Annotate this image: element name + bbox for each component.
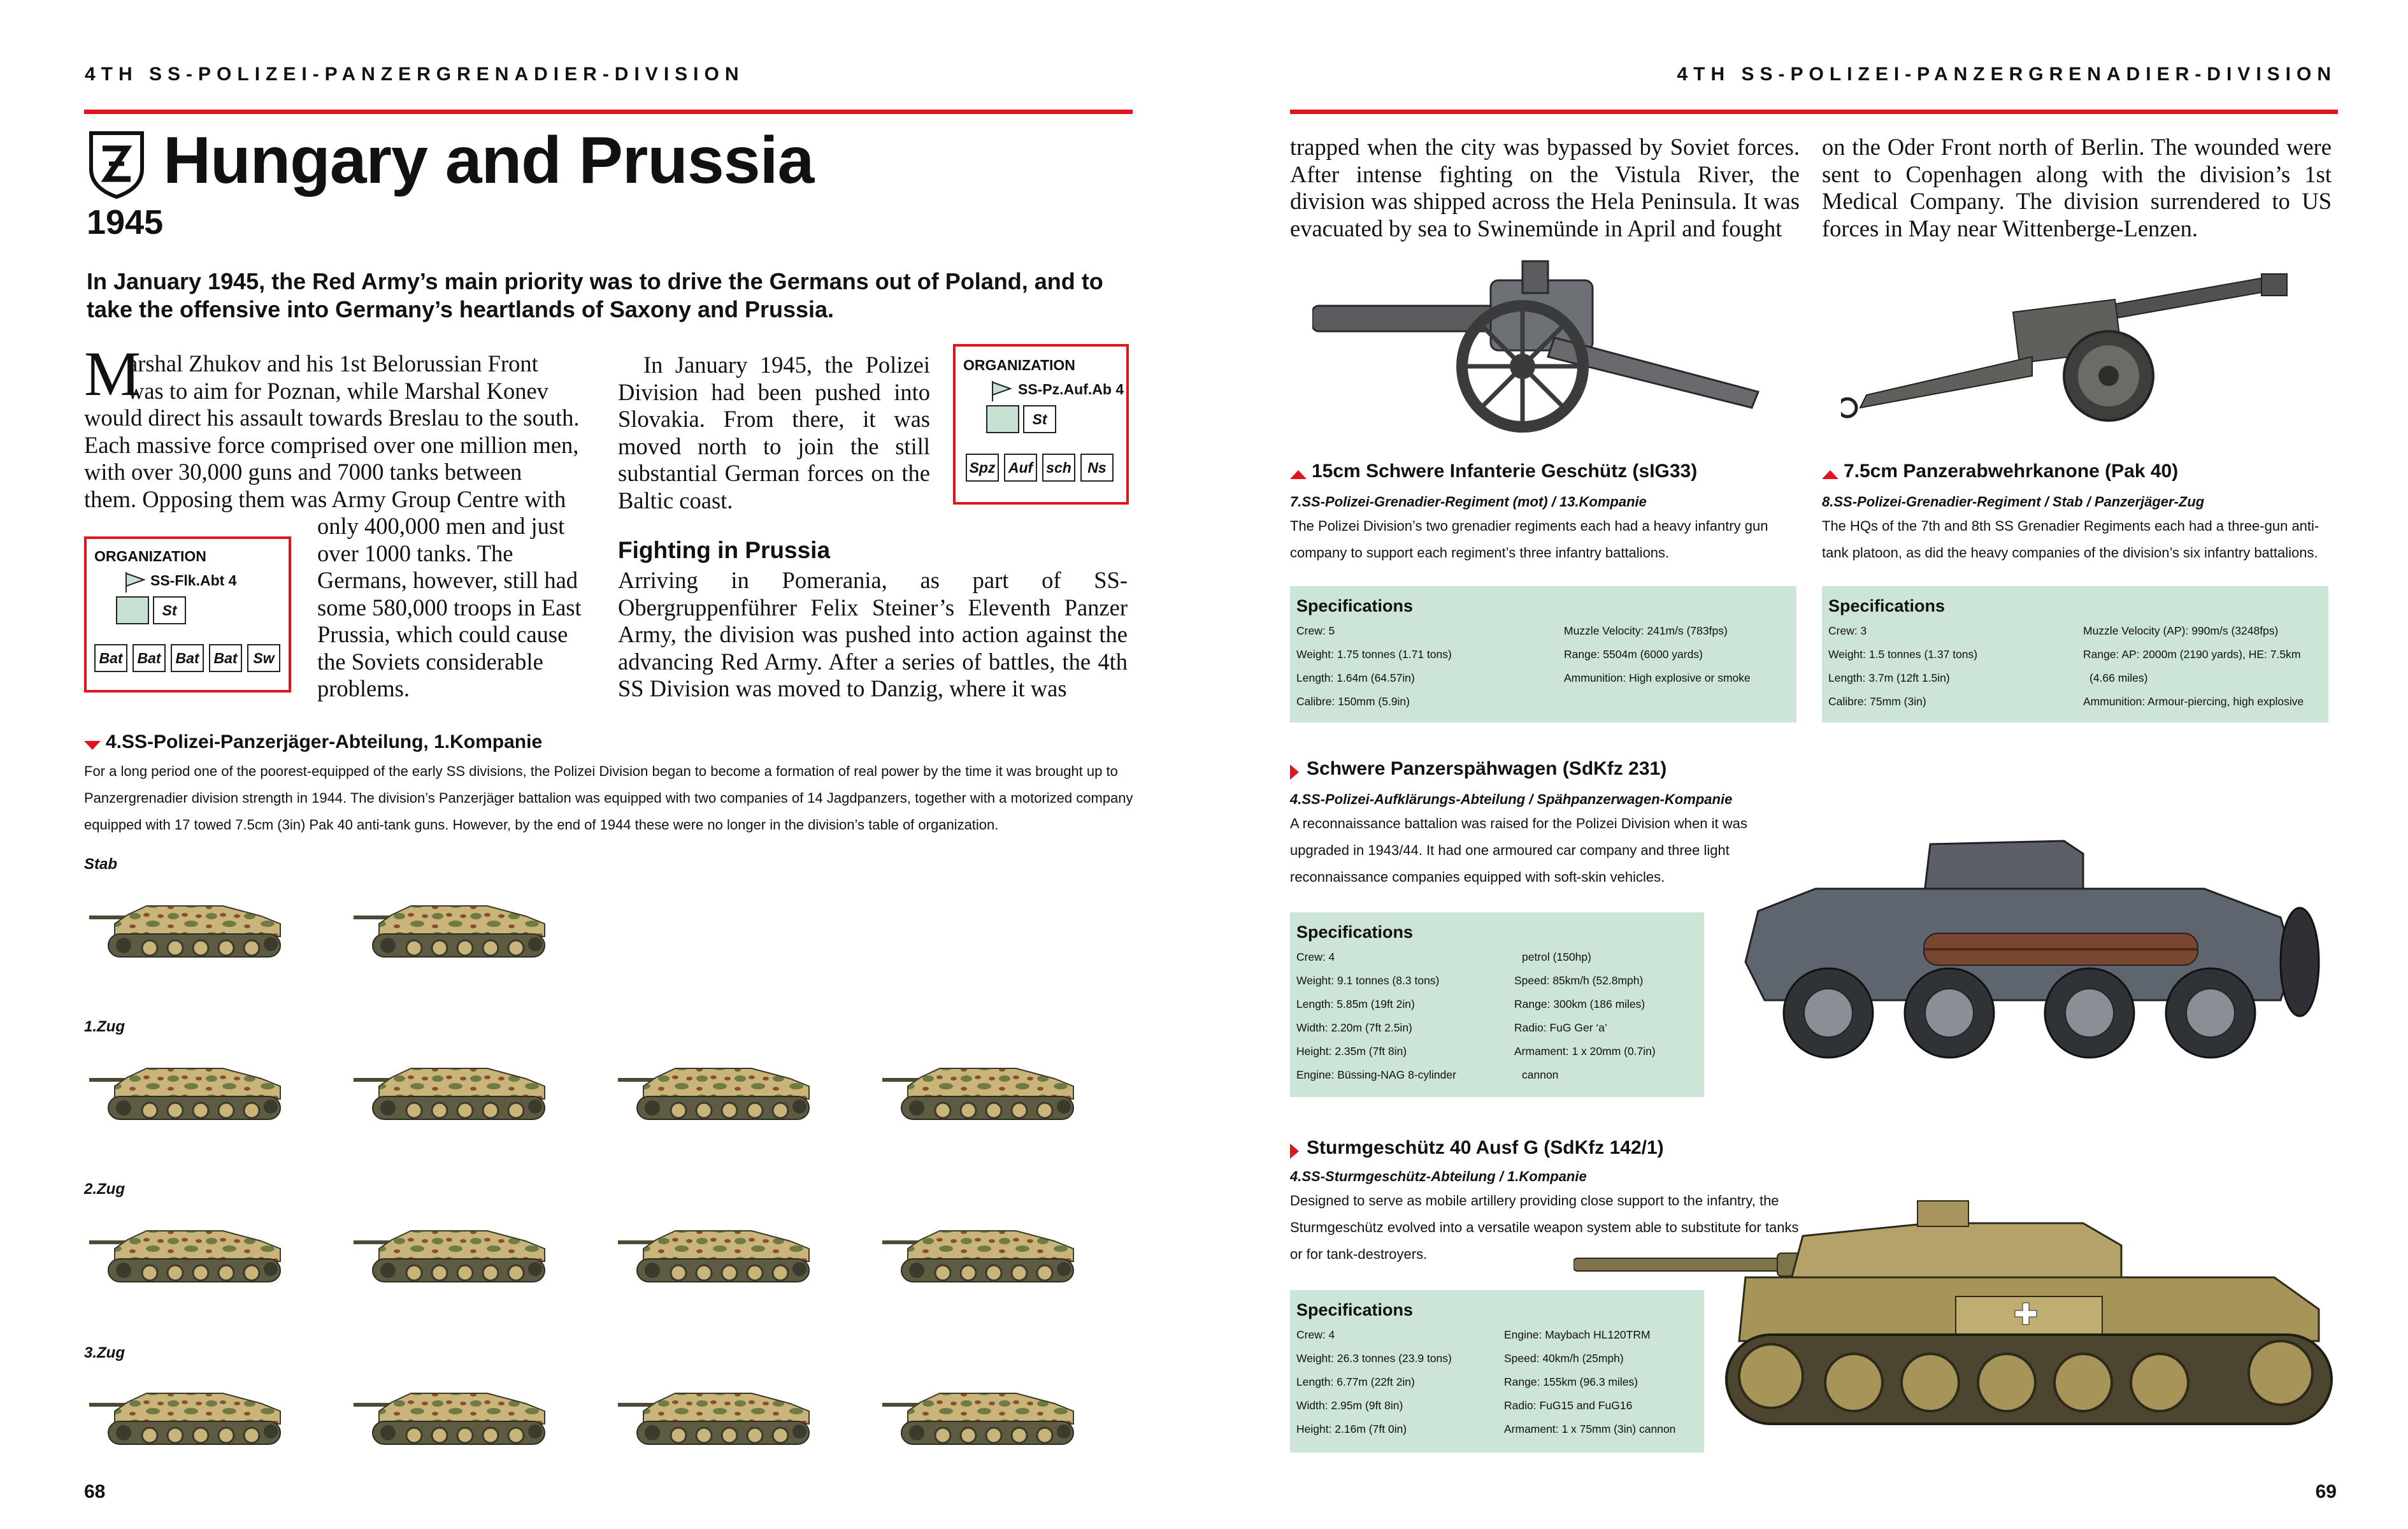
armoured-car-illustration [1720, 815, 2338, 1077]
tank-destroyer-illustration [618, 1379, 822, 1449]
intro-paragraph: In January 1945, the Red Army’s main priority was to drive the Germans out of Poland, and to take the offensive into Germany’s heartlands of Saxony and Prussia. [87, 268, 1103, 322]
red-triangle-icon [1822, 470, 1838, 479]
caption-subtitle: 4.SS-Polizei-Aufklärungs-Abteilung / Spähpanzerwagen-Kompanie [1290, 791, 1733, 807]
caption-body [1822, 513, 2338, 566]
spec-line: Radio: FuG15 and FuG16 [1504, 1399, 1633, 1412]
organization-chart-recon [953, 344, 1129, 505]
column-2-bottom: Arriving in Pomerania, as part of SS-Obergruppenführer Felix Steiner’s Eleventh Panzer Army, the division was pushed into action against the advancing Red Army. After a series of battles, the 4th SS Division was moved to Danzig, where it was [618, 567, 1128, 701]
group-label-zug3: 3.Zug [84, 1344, 125, 1361]
column-1 [84, 350, 592, 513]
spec-line: Range: 300km (186 miles) [1514, 998, 1645, 1010]
group-label-zug1: 1.Zug [84, 1018, 125, 1035]
spec-line: Calibre: 75mm (3in) [1828, 695, 1926, 708]
spec-line: Crew: 5 [1296, 624, 1335, 637]
org-unit: Bat [209, 644, 242, 672]
howitzer-illustration [1312, 255, 1784, 440]
caption-line: Sturmgeschütz evolved into a versatile weapon system able to substitute for tanks [1290, 1219, 1799, 1235]
tank-destroyer-illustration [89, 1379, 293, 1449]
caption-heading: 7.5cm Panzerabwehrkanone (Pak 40) [1844, 461, 2179, 482]
page-number-left: 68 [84, 1481, 106, 1502]
org-staff: St [1023, 405, 1056, 433]
tank-destroyer-illustration [354, 892, 557, 962]
col1-line: problems. [317, 675, 410, 701]
caption-line: upgraded in 1943/44. It had one armoured car company and three light [1290, 842, 1730, 858]
spec-heading: Specifications [1828, 596, 1946, 615]
col1-line: only 400,000 men and just [317, 513, 565, 539]
spec-heading: Specifications [1296, 1300, 1414, 1319]
col1-line: over 1000 tanks. The [317, 540, 513, 566]
tank-destroyer-illustration [89, 1217, 293, 1287]
org-label: ORGANIZATION [963, 357, 1075, 373]
tank-destroyer-illustration [354, 1217, 557, 1287]
division-insignia-icon [87, 129, 146, 199]
org-hq-box [986, 405, 1019, 433]
tank-destroyer-illustration [354, 1379, 557, 1449]
tank-destroyer-illustration [882, 1217, 1086, 1287]
org-unit: Bat [133, 644, 166, 672]
page-number-right: 69 [2315, 1481, 2337, 1502]
col1-line: arshal Zhukov and his 1st Belorussian Front [127, 350, 538, 377]
caption-line: reconnaissance companies equipped with soft-skin vehicles. [1290, 869, 1665, 885]
spec-line: Armament: 1 x 75mm (3in) cannon [1504, 1423, 1676, 1435]
spec-line: Width: 2.95m (9ft 8in) [1296, 1399, 1403, 1412]
caption-line: Designed to serve as mobile artillery providing close support to the infantry, the [1290, 1193, 1779, 1209]
spec-line: Weight: 1.5 tonnes (1.37 tons) [1828, 648, 1978, 661]
spec-line: Crew: 4 [1296, 951, 1335, 963]
tank-destroyer-illustration [89, 892, 293, 962]
org-hq-box [116, 596, 149, 624]
running-head-right: 4TH SS-POLIZEI-PANZERGRENADIER-DIVISION [1677, 64, 2337, 85]
caption-body [1290, 810, 1774, 891]
org-unit: Bat [94, 644, 127, 672]
spec-box-sdkfz231 [1290, 912, 1704, 1097]
pennant-flag-icon [124, 571, 147, 594]
org-unit: Sw [247, 644, 280, 672]
column-4: on the Oder Front north of Berlin. The wounded were sent to Copenhagen along with the division’s 1st Medical Company. The division surrendered to US forces in May near Wittenberge-Lenzen. [1822, 134, 2332, 241]
header-rule-right [1290, 110, 2338, 114]
spec-column-left [1296, 945, 1456, 1087]
tank-destroyer-illustration [89, 1054, 293, 1124]
red-triangle-icon [1290, 470, 1307, 479]
caption-subtitle: 8.SS-Polizei-Grenadier-Regiment / Stab / Panzerjäger-Zug [1822, 494, 2205, 510]
col1-line: some 580,000 troops in East [317, 594, 582, 621]
spec-column-right [1514, 945, 1656, 1087]
spec-line: Weight: 26.3 tonnes (23.9 tons) [1296, 1352, 1452, 1365]
org-unit: Ns [1080, 454, 1114, 482]
spec-line: Length: 5.85m (19ft 2in) [1296, 998, 1415, 1010]
header-rule-left [84, 110, 1133, 114]
spec-line: Speed: 85km/h (52.8mph) [1514, 974, 1644, 987]
spec-line: Range: 5504m (6000 yards) [1564, 648, 1703, 661]
stug-caption [1290, 1137, 1664, 1159]
spec-column-right [2083, 619, 2304, 714]
col1-line: them. Opposing them was Army Group Centre with [84, 485, 566, 512]
pak40-caption [1822, 461, 2178, 482]
sig33-caption [1290, 461, 1697, 482]
spec-line: Width: 2.20m (7ft 2.5in) [1296, 1021, 1412, 1034]
spec-box-pak40 [1822, 586, 2328, 722]
spec-column-right [1564, 619, 1751, 690]
caption-line: The Polizei Division’s two grenadier regiments each had a heavy infantry gun [1290, 518, 1768, 534]
pennant-flag-icon [990, 380, 1013, 403]
spec-line: Height: 2.16m (7ft 0in) [1296, 1423, 1407, 1435]
spec-heading: Specifications [1296, 922, 1414, 942]
column-1-wrap [317, 513, 592, 703]
org-unit: sch [1042, 454, 1075, 482]
panzerjager-caption [84, 731, 542, 753]
spec-heading: Specifications [1296, 596, 1414, 615]
caption-heading: 15cm Schwere Infanterie Geschütz (sIG33) [1312, 461, 1698, 482]
spec-line: Weight: 9.1 tonnes (8.3 tons) [1296, 974, 1440, 987]
spec-line: Range: AP: 2000m (2190 yards), HE: 7.5km [2083, 648, 2301, 661]
spec-line: Muzzle Velocity (AP): 990m/s (3248fps) [2083, 624, 2279, 637]
caption-line: Panzergrenadier division strength in 1944. The division’s Panzerjäger battalion was equipped with two companies of 14 Jagdpanzers, together with a motorized company [84, 790, 1133, 806]
spec-line: Radio: FuG Ger ‘a’ [1514, 1021, 1607, 1034]
tank-destroyer-illustration [354, 1054, 557, 1124]
col1-line: Prussia, which could cause [317, 621, 568, 647]
running-head-left: 4TH SS-POLIZEI-PANZERGRENADIER-DIVISION [85, 64, 745, 85]
col1-line: with over 30,000 guns and 7000 tanks between [84, 459, 522, 485]
page-title: Hungary and Prussia [163, 124, 814, 197]
caption-line: company to support each regiment’s three infantry battalions. [1290, 545, 1670, 561]
spec-line: Height: 2.35m (7ft 8in) [1296, 1045, 1407, 1058]
caption-line: equipped with 17 towed 7.5cm (3in) Pak 40 anti-tank guns. However, by the end of 1944 these were no longer in the division’s table of organization. [84, 817, 999, 833]
red-triangle-icon [1290, 1144, 1299, 1159]
organization-chart-flak [84, 536, 291, 693]
spec-line: Armament: 1 x 20mm (0.7in) [1514, 1045, 1656, 1058]
tank-destroyer-illustration [882, 1054, 1086, 1124]
spec-line: Weight: 1.75 tonnes (1.71 tons) [1296, 648, 1452, 661]
red-triangle-icon [84, 741, 101, 750]
spec-line: Length: 3.7m (12ft 1.5in) [1828, 671, 1950, 684]
spec-line: Length: 6.77m (22ft 2in) [1296, 1375, 1415, 1388]
org-unit: Bat [171, 644, 204, 672]
spec-line: Crew: 3 [1828, 624, 1867, 637]
org-label: ORGANIZATION [94, 548, 206, 564]
group-label-zug2: 2.Zug [84, 1181, 125, 1198]
spec-line: Range: 155km (96.3 miles) [1504, 1375, 1638, 1388]
spec-line: petrol (150hp) [1522, 951, 1591, 963]
col1-line: the Soviets considerable [317, 648, 543, 675]
spec-line: Crew: 4 [1296, 1328, 1335, 1341]
spec-line: Muzzle Velocity: 241m/s (783fps) [1564, 624, 1728, 637]
spec-line: cannon [1522, 1068, 1559, 1081]
spec-line: Ammunition: High explosive or smoke [1564, 671, 1751, 684]
caption-subtitle: 4.SS-Sturmgeschütz-Abteilung / 1.Kompanie [1290, 1168, 1587, 1184]
spec-line: Calibre: 150mm (5.9in) [1296, 695, 1410, 708]
caption-line: or for tank-destroyers. [1290, 1246, 1428, 1262]
section-heading: Fighting in Prussia [618, 537, 831, 563]
tank-destroyer-illustration [618, 1054, 822, 1124]
antitank-gun-illustration [1841, 268, 2312, 433]
org-unit: Auf [1004, 454, 1037, 482]
spec-line: Engine: Maybach HL120TRM [1504, 1328, 1651, 1341]
spec-column-left [1296, 619, 1452, 714]
caption-subtitle: 7.SS-Polizei-Grenadier-Regiment (mot) / 13.Kompanie [1290, 494, 1647, 510]
org-staff: St [153, 596, 186, 624]
spec-line: Engine: Büssing-NAG 8-cylinder [1296, 1068, 1456, 1081]
caption-heading: 4.SS-Polizei-Panzerjäger-Abteilung, 1.Kompanie [106, 731, 543, 752]
caption-line: For a long period one of the poorest-equipped of the early SS divisions, the Polizei Division began to become a formation of real power by the time it was brought up to [84, 763, 1118, 779]
caption-heading: Schwere Panzerspähwagen (SdKfz 231) [1307, 758, 1667, 779]
spec-line: Length: 1.64m (64.57in) [1296, 671, 1415, 684]
org-unit: Spz [966, 454, 999, 482]
assault-gun-illustration [1573, 1169, 2338, 1437]
tank-destroyer-illustration [618, 1217, 822, 1287]
tank-destroyer-illustration [882, 1379, 1086, 1449]
group-label-stab: Stab [84, 856, 118, 873]
col1-line: Germans, however, still had [317, 567, 578, 593]
page-year: 1945 [87, 203, 164, 241]
spec-column-left [1828, 619, 1977, 714]
col1-line: was to aim for Poznan, while Marshal Konev [127, 377, 548, 404]
dropcap: M [84, 338, 141, 409]
column-2-top: In January 1945, the Polizei Division had been pushed into Slovakia. From there, it was moved north to join the still substantial German forces on the Baltic coast. [618, 352, 930, 513]
spec-line: Speed: 40km/h (25mph) [1504, 1352, 1624, 1365]
col1-line: would direct his assault towards Breslau to the south. [84, 405, 580, 431]
sdkfz231-caption [1290, 758, 1666, 780]
org-hq: SS-Flk.Abt 4 [150, 572, 237, 589]
spec-line: Ammunition: Armour-piercing, high explosive [2083, 695, 2304, 708]
org-hq: SS-Pz.Auf.Ab 4 [1018, 381, 1124, 398]
caption-heading: Sturmgeschütz 40 Ausf G (SdKfz 142/1) [1307, 1137, 1664, 1158]
spec-line: (4.66 miles) [2089, 671, 2148, 684]
spec-column-left [1296, 1323, 1452, 1441]
caption-body [1290, 513, 1800, 566]
col1-line: Each massive force comprised over one million men, [84, 431, 579, 458]
column-3: trapped when the city was bypassed by Soviet forces. After intense fighting on the Vistula River, the division was shipped across the Hela Peninsula. It was evacuated by sea to Swinemünde in April and fought [1290, 134, 1800, 241]
caption-line: The HQs of the 7th and 8th SS Grenadier Regiments each had a three-gun anti- [1822, 518, 2319, 534]
caption-line: A reconnaissance battalion was raised for the Polizei Division when it was [1290, 815, 1747, 831]
caption-line: tank platoon, as did the heavy companies of the division’s six infantry battalions. [1822, 545, 2318, 561]
caption-body [84, 758, 1142, 838]
spec-box-sig33 [1290, 586, 1796, 722]
red-triangle-icon [1290, 764, 1299, 780]
